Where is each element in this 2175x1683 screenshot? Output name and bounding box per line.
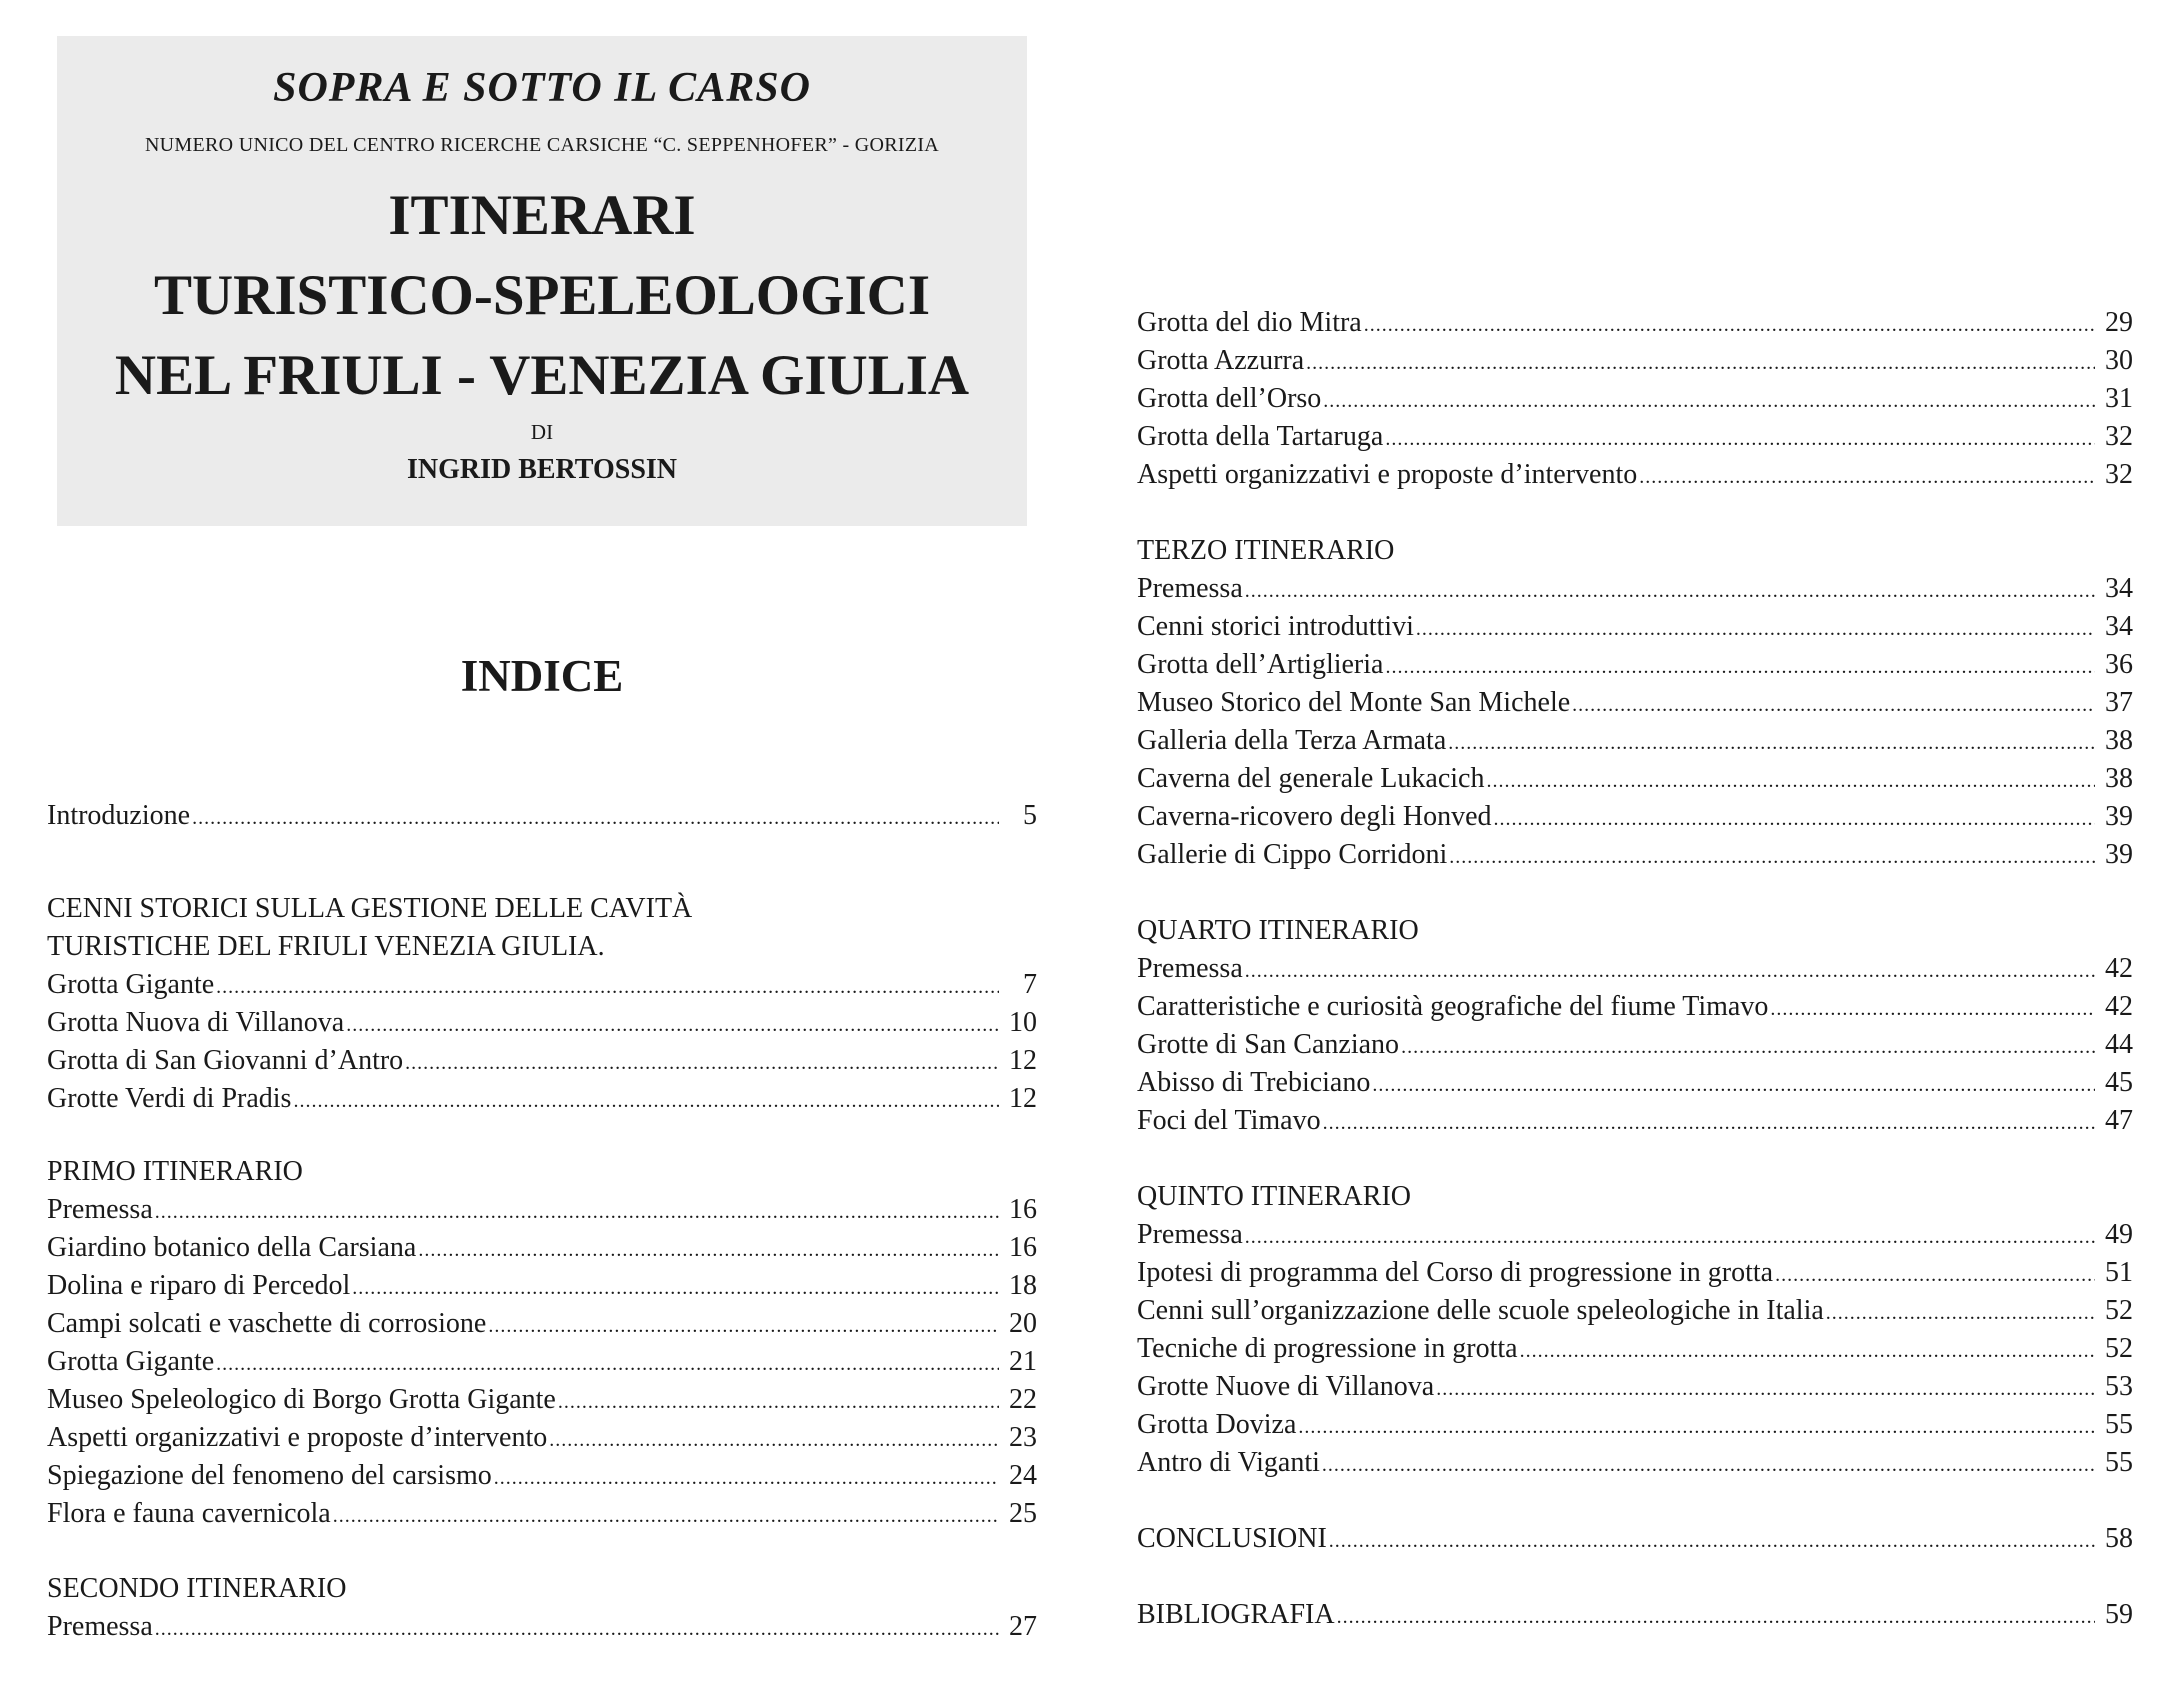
entry-title: Spiegazione del fenomeno del carsismo xyxy=(47,1460,492,1491)
entry-title: Flora e fauna cavernicola xyxy=(47,1498,331,1529)
index-entry xyxy=(1137,1520,2133,1558)
index-entry xyxy=(1137,646,2133,684)
index-entry xyxy=(1137,836,2133,874)
section-title: SECONDO ITINERARIO xyxy=(47,1573,347,1604)
page-number: 37 xyxy=(2105,687,2133,718)
index-entry xyxy=(47,1004,1037,1042)
page-number: 34 xyxy=(2105,611,2133,642)
section-title: PRIMO ITINERARIO xyxy=(47,1156,303,1187)
page-number: 51 xyxy=(2105,1257,2133,1288)
dot-leader xyxy=(1520,1332,2095,1370)
page-number: 32 xyxy=(2105,459,2133,490)
page-number: 44 xyxy=(2105,1029,2133,1060)
page-number: 42 xyxy=(2105,991,2133,1022)
index-section xyxy=(1137,912,2133,1140)
entry-title: Galleria della Terza Armata xyxy=(1137,725,1447,756)
dot-leader xyxy=(1436,1370,2095,1408)
index-entry xyxy=(1137,1026,2133,1064)
author-name: INGRID BERTOSSIN xyxy=(406,454,678,485)
publisher-subtitle: NUMERO UNICO DEL CENTRO RICERCHE CARSICHE “C. SEPPENHOFER” - GORIZIA xyxy=(144,134,940,156)
entry-title: CONCLUSIONI xyxy=(1137,1523,1327,1554)
page-number: 31 xyxy=(2105,383,2133,414)
index-entry xyxy=(1137,1216,2133,1254)
entry-title: Museo Storico del Monte San Michele xyxy=(1137,687,1571,718)
index-entry xyxy=(1137,988,2133,1026)
dot-leader xyxy=(1364,306,2095,344)
index-entry xyxy=(1137,1406,2133,1444)
entry-title: Museo Speleologico di Borgo Grotta Gigante xyxy=(47,1384,556,1415)
page-number: 18 xyxy=(1009,1270,1037,1301)
entry-title: Aspetti organizzativi e proposte d’intervento xyxy=(47,1422,548,1453)
index-entry xyxy=(47,1305,1037,1343)
index-entry xyxy=(1137,342,2133,380)
dot-leader xyxy=(1639,458,2095,496)
entry-title: Cenni storici introduttivi xyxy=(1137,611,1414,642)
index-entry xyxy=(1137,1102,2133,1140)
page-number: 20 xyxy=(1009,1308,1037,1339)
entry-title: Campi solcati e vaschette di corrosione xyxy=(47,1308,487,1339)
page-number: 58 xyxy=(2105,1523,2133,1554)
dot-leader xyxy=(352,1269,999,1307)
page-number: 32 xyxy=(2105,421,2133,452)
page-number: 16 xyxy=(1009,1232,1037,1263)
dot-leader xyxy=(549,1421,999,1459)
entry-title: Premessa xyxy=(1137,573,1243,604)
page-number: 30 xyxy=(2105,345,2133,376)
index-heading: INDICE xyxy=(460,651,624,701)
dot-leader xyxy=(558,1383,999,1421)
page-number: 47 xyxy=(2105,1105,2133,1136)
series-title: SOPRA E SOTTO IL CARSO xyxy=(273,65,811,111)
entry-title: BIBLIOGRAFIA xyxy=(1137,1599,1335,1630)
index-entry xyxy=(47,1267,1037,1305)
page-number: 38 xyxy=(2105,725,2133,756)
entry-title: Antro di Viganti xyxy=(1137,1447,1320,1478)
index-entry xyxy=(1137,418,2133,456)
entry-title: Grotta Gigante xyxy=(47,1346,215,1377)
dot-leader xyxy=(1245,1218,2095,1256)
main-title-line: ITINERARI xyxy=(388,184,696,247)
page-number: 55 xyxy=(2105,1447,2133,1478)
entry-title: Gallerie di Cippo Corridoni xyxy=(1137,839,1448,870)
dot-leader xyxy=(1329,1522,2095,1560)
index-entry xyxy=(47,1229,1037,1267)
dot-leader xyxy=(1372,1066,2095,1104)
index-entry xyxy=(1137,760,2133,798)
by-label: DI xyxy=(530,420,554,444)
page-number: 27 xyxy=(1009,1611,1037,1642)
index-entry xyxy=(1137,798,2133,836)
index-entry xyxy=(1137,608,2133,646)
index-entry xyxy=(47,1381,1037,1419)
entry-title: Aspetti organizzativi e proposte d’intervento xyxy=(1137,459,1638,490)
index-entry xyxy=(47,1457,1037,1495)
index-entry xyxy=(1137,570,2133,608)
dot-leader xyxy=(1486,762,2095,800)
page-number: 52 xyxy=(2105,1295,2133,1326)
entry-title: Grotta dell’Artiglieria xyxy=(1137,649,1384,680)
page-number: 12 xyxy=(1009,1083,1037,1114)
entry-title: Ipotesi di programma del Corso di progressione in grotta xyxy=(1137,1257,1774,1288)
index-section xyxy=(1137,1178,2133,1482)
page-number: 5 xyxy=(1023,800,1037,831)
page-number: 23 xyxy=(1009,1422,1037,1453)
dot-leader xyxy=(1494,800,2095,838)
entry-title: Grotta Nuova di Villanova xyxy=(47,1007,345,1038)
index-entry xyxy=(1137,304,2133,342)
dot-leader xyxy=(1572,686,2095,724)
dot-leader xyxy=(155,1193,999,1231)
page-number: 55 xyxy=(2105,1409,2133,1440)
index-entry xyxy=(47,1191,1037,1229)
entry-title: Cenni sull’organizzazione delle scuole speleologiche in Italia xyxy=(1137,1295,1824,1326)
main-title-line: TURISTICO-SPELEOLOGICI xyxy=(153,264,931,327)
dot-leader xyxy=(1775,1256,2095,1294)
entry-title: Dolina e riparo di Percedol xyxy=(47,1270,351,1301)
index-column-left xyxy=(47,797,1037,1683)
dot-leader xyxy=(1245,572,2095,610)
index-section xyxy=(47,890,1037,1118)
page-number: 53 xyxy=(2105,1371,2133,1402)
entry-title: Tecniche di progressione in grotta xyxy=(1137,1333,1518,1364)
dot-leader xyxy=(1322,1446,2095,1484)
index-entry xyxy=(47,1343,1037,1381)
entry-title: Grotte Verdi di Pradis xyxy=(47,1083,292,1114)
page-number: 39 xyxy=(2105,839,2133,870)
dot-leader xyxy=(216,968,999,1006)
entry-title: Foci del Timavo xyxy=(1137,1105,1321,1136)
entry-title: Grotta del dio Mitra xyxy=(1137,307,1362,338)
entry-title: Giardino botanico della Carsiana xyxy=(47,1232,417,1263)
page-number: 59 xyxy=(2105,1599,2133,1630)
section-title: CENNI STORICI SULLA GESTIONE DELLE CAVITÀ xyxy=(47,893,693,924)
index-entry xyxy=(1137,1444,2133,1482)
index-entry xyxy=(1137,380,2133,418)
index-section xyxy=(1137,304,2133,494)
page-number: 10 xyxy=(1009,1007,1037,1038)
page-number: 25 xyxy=(1009,1498,1037,1529)
section-title: QUARTO ITINERARIO xyxy=(1137,915,1419,946)
entry-title: Caratteristiche e curiosità geografiche del fiume Timavo xyxy=(1137,991,1769,1022)
entry-title: Premessa xyxy=(1137,953,1243,984)
section-title: TERZO ITINERARIO xyxy=(1137,535,1395,566)
index-entry xyxy=(47,1419,1037,1457)
page-number: 49 xyxy=(2105,1219,2133,1250)
dot-leader xyxy=(1245,952,2095,990)
index-entry xyxy=(1137,1330,2133,1368)
main-title-line: NEL FRIULI - VENEZIA GIULIA xyxy=(114,344,970,407)
dot-leader xyxy=(155,1610,999,1648)
entry-title: Grotte di San Canziano xyxy=(1137,1029,1400,1060)
page-number: 16 xyxy=(1009,1194,1037,1225)
index-entry xyxy=(1137,1254,2133,1292)
index-section xyxy=(1137,1596,2133,1634)
index-entry xyxy=(47,797,1037,835)
dot-leader xyxy=(216,1345,999,1383)
entry-title: Caverna-ricovero degli Honved xyxy=(1137,801,1492,832)
page-number: 39 xyxy=(2105,801,2133,832)
page-number: 52 xyxy=(2105,1333,2133,1364)
index-entry xyxy=(1137,1064,2133,1102)
entry-title: Abisso di Trebiciano xyxy=(1137,1067,1371,1098)
dot-leader xyxy=(1337,1598,2095,1636)
index-entry xyxy=(47,1042,1037,1080)
index-entry xyxy=(1137,1292,2133,1330)
dot-leader xyxy=(1306,344,2095,382)
index-entry xyxy=(1137,1368,2133,1406)
index-entry xyxy=(1137,456,2133,494)
index-entry xyxy=(1137,1596,2133,1634)
entry-title: Premessa xyxy=(1137,1219,1243,1250)
entry-title: Grotta della Tartaruga xyxy=(1137,421,1384,452)
index-entry xyxy=(47,1608,1037,1646)
page-number: 45 xyxy=(2105,1067,2133,1098)
index-entry xyxy=(1137,684,2133,722)
page-number: 7 xyxy=(1023,969,1037,1000)
index-entry xyxy=(47,1080,1037,1118)
dot-leader xyxy=(192,799,999,837)
index-section xyxy=(47,797,1037,835)
dot-leader xyxy=(333,1497,999,1535)
main-title xyxy=(57,176,1027,416)
dot-leader xyxy=(1323,1104,2095,1142)
entry-title: Grotta dell’Orso xyxy=(1137,383,1322,414)
dot-leader xyxy=(1826,1294,2095,1332)
entry-title: Introduzione xyxy=(47,800,191,831)
index-section xyxy=(1137,1520,2133,1558)
entry-title: Grotta Azzurra xyxy=(1137,345,1305,376)
page-number: 24 xyxy=(1009,1460,1037,1491)
dot-leader xyxy=(293,1082,999,1120)
dot-leader xyxy=(1385,648,2095,686)
index-entry xyxy=(47,966,1037,1004)
entry-title: Grotte Nuove di Villanova xyxy=(1137,1371,1435,1402)
dot-leader xyxy=(1323,382,2095,420)
page-number: 42 xyxy=(2105,953,2133,984)
dot-leader xyxy=(1448,724,2095,762)
page-number: 21 xyxy=(1009,1346,1037,1377)
page-number: 34 xyxy=(2105,573,2133,604)
index-section xyxy=(47,1153,1037,1533)
section-title: QUINTO ITINERARIO xyxy=(1137,1181,1411,1212)
dot-leader xyxy=(1385,420,2095,458)
dot-leader xyxy=(1401,1028,2095,1066)
entry-title: Caverna del generale Lukacich xyxy=(1137,763,1485,794)
index-entry xyxy=(47,1495,1037,1533)
dot-leader xyxy=(1298,1408,2095,1446)
entry-title: Premessa xyxy=(47,1611,153,1642)
dot-leader xyxy=(405,1044,999,1082)
entry-title: Grotta Gigante xyxy=(47,969,215,1000)
index-entry xyxy=(1137,722,2133,760)
index-entry xyxy=(1137,950,2133,988)
entry-title: Grotta Doviza xyxy=(1137,1409,1297,1440)
index-section xyxy=(1137,532,2133,874)
dot-leader xyxy=(1449,838,2095,876)
section-title: TURISTICHE DEL FRIULI VENEZIA GIULIA. xyxy=(47,931,605,962)
index-column-right xyxy=(1137,304,2133,1671)
index-section xyxy=(47,1570,1037,1646)
entry-title: Grotta di San Giovanni d’Antro xyxy=(47,1045,404,1076)
title-block xyxy=(57,36,1027,526)
dot-leader xyxy=(494,1459,999,1497)
dot-leader xyxy=(1416,610,2095,648)
page-number: 38 xyxy=(2105,763,2133,794)
page-number: 12 xyxy=(1009,1045,1037,1076)
dot-leader xyxy=(346,1006,999,1044)
page-number: 29 xyxy=(2105,307,2133,338)
page-number: 36 xyxy=(2105,649,2133,680)
dot-leader xyxy=(1770,990,2095,1028)
dot-leader xyxy=(488,1307,999,1345)
entry-title: Premessa xyxy=(47,1194,153,1225)
page-number: 22 xyxy=(1009,1384,1037,1415)
dot-leader xyxy=(418,1231,999,1269)
